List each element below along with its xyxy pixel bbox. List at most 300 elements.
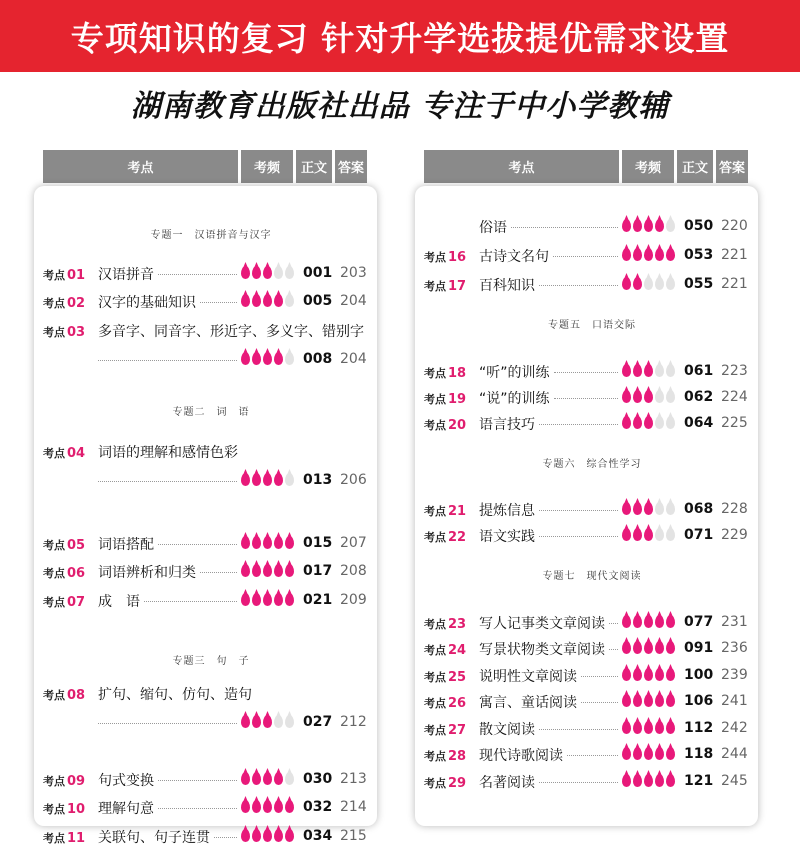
drop-icon-filled (252, 800, 261, 813)
dot-leader (539, 285, 618, 286)
top-banner (0, 0, 800, 72)
text-page-number: 064 (684, 415, 714, 431)
drop-icon-filled (633, 694, 642, 707)
topic-label (43, 537, 85, 553)
drop-icon-filled (285, 800, 294, 813)
answer-page-number: 239 (721, 667, 748, 683)
drop-icon-filled (241, 266, 250, 279)
frequency-rating (622, 219, 675, 235)
text-page-number: 068 (684, 501, 714, 517)
drop-icon-filled (655, 248, 664, 261)
section-heading: 专题一 汉语拼音与汉字 (150, 230, 272, 241)
drop-icon-filled (241, 593, 250, 606)
dot-leader (553, 256, 618, 257)
topic-label (424, 391, 466, 407)
answer-page-number: 203 (340, 265, 367, 281)
frequency-rating (622, 248, 675, 264)
frequency-rating (622, 528, 675, 544)
drop-icon-filled (633, 774, 642, 787)
topic-label (424, 503, 466, 519)
text-page-number: 121 (684, 773, 714, 789)
dot-leader (511, 227, 618, 228)
text-page-number: 013 (303, 472, 333, 488)
drop-icon-filled (252, 294, 261, 307)
contents-row[interactable] (424, 272, 760, 298)
contents-row[interactable] (424, 610, 760, 636)
dot-leader (609, 623, 618, 624)
text-page-number: 077 (684, 614, 714, 630)
contents-row-continuation (43, 710, 379, 736)
drop-icon-empty (666, 364, 675, 377)
contents-row[interactable] (424, 769, 760, 795)
frequency-rating (622, 615, 675, 631)
topic-name: “说”的训练 (479, 391, 550, 407)
answer-page-number: 241 (721, 693, 748, 709)
drop-icon-filled (655, 219, 664, 232)
drop-icon-empty (666, 502, 675, 515)
topic-name: 成 语 (98, 594, 140, 610)
contents-row[interactable] (43, 681, 379, 707)
frequency-rating (241, 829, 294, 845)
topic-label-text: 考点 (424, 367, 446, 380)
topic-number: 01 (67, 268, 86, 283)
contents-row-continuation (43, 468, 379, 494)
drop-icon-filled (644, 694, 653, 707)
drop-icon-filled (666, 668, 675, 681)
topic-label (43, 773, 85, 789)
text-page-number: 112 (684, 720, 714, 736)
dot-leader (98, 723, 237, 724)
topic-label-text: 考点 (43, 803, 65, 816)
contents-row[interactable] (424, 663, 760, 689)
answer-page-number: 213 (340, 771, 367, 787)
drop-icon-filled (644, 364, 653, 377)
drop-icon-filled (622, 721, 631, 734)
topic-label-text: 考点 (424, 697, 446, 710)
topic-label (43, 594, 85, 610)
answer-page-number: 209 (340, 592, 367, 608)
contents-row[interactable] (424, 689, 760, 715)
drop-icon-filled (263, 772, 272, 785)
contents-row[interactable] (43, 318, 379, 344)
drop-icon-filled (263, 829, 272, 842)
frequency-rating (241, 294, 294, 310)
frequency-rating (241, 536, 294, 552)
answer-page-number: 221 (721, 247, 748, 263)
header-frequency: 考频 (622, 150, 674, 183)
drop-icon-filled (252, 715, 261, 728)
answer-page-number: 204 (340, 351, 367, 367)
drop-icon-empty (285, 715, 294, 728)
drop-icon-filled (241, 829, 250, 842)
section-heading: 专题七 现代文阅读 (542, 571, 642, 582)
drop-icon-empty (274, 266, 283, 279)
contents-row[interactable] (43, 824, 379, 850)
answer-page-number: 204 (340, 293, 367, 309)
answer-page-number: 215 (340, 828, 367, 844)
drop-icon-filled (285, 593, 294, 606)
contents-row[interactable] (424, 636, 760, 662)
drop-icon-filled (622, 641, 631, 654)
drop-icon-empty (655, 277, 664, 290)
drop-icon-empty (655, 502, 664, 515)
topic-number: 28 (448, 749, 467, 764)
contents-row[interactable] (424, 742, 760, 768)
frequency-rating (241, 800, 294, 816)
text-page-number: 017 (303, 563, 333, 579)
text-page-number: 071 (684, 527, 714, 543)
drop-icon-filled (644, 502, 653, 515)
header-text-page: 正文 (296, 150, 332, 183)
drop-icon-filled (263, 352, 272, 365)
drop-icon-empty (666, 277, 675, 290)
topic-name: 写人记事类文章阅读 (479, 616, 605, 632)
topic-name: 句式变换 (98, 773, 154, 789)
header-answer-page: 答案 (716, 150, 748, 183)
topic-number: 03 (67, 325, 86, 340)
dot-leader (214, 837, 237, 838)
drop-icon-filled (622, 502, 631, 515)
drop-icon-empty (285, 266, 294, 279)
answer-page-number: 224 (721, 389, 748, 405)
dot-leader (539, 424, 618, 425)
contents-row[interactable] (424, 214, 760, 240)
dot-leader (158, 544, 237, 545)
contents-row[interactable] (424, 523, 760, 549)
topic-label-text: 考点 (424, 251, 446, 264)
topic-number: 05 (67, 538, 86, 553)
contents-row[interactable] (43, 588, 379, 614)
drop-icon-filled (241, 473, 250, 486)
topic-number: 02 (67, 296, 86, 311)
topic-name: 写景状物类文章阅读 (479, 642, 605, 658)
topic-label (424, 695, 466, 711)
contents-row[interactable] (43, 559, 379, 585)
topic-label-text: 考点 (424, 777, 446, 790)
drop-icon-empty (274, 715, 283, 728)
topic-number: 06 (67, 566, 86, 581)
answer-page-number: 244 (721, 746, 748, 762)
topic-number: 23 (448, 617, 467, 632)
topic-name: 散文阅读 (479, 722, 535, 738)
topic-label (424, 249, 466, 265)
drop-icon-filled (666, 641, 675, 654)
drop-icon-filled (633, 416, 642, 429)
drop-icon-filled (644, 615, 653, 628)
drop-icon-filled (622, 615, 631, 628)
drop-icon-filled (644, 528, 653, 541)
contents-row[interactable] (43, 767, 379, 793)
topic-label (43, 565, 85, 581)
answer-page-number: 228 (721, 501, 748, 517)
topic-label-text: 考点 (424, 419, 446, 432)
contents-row[interactable] (43, 439, 379, 465)
topic-name: 扩句、缩句、仿句、造句 (98, 687, 252, 703)
dot-leader (567, 755, 618, 756)
topic-name: 语言技巧 (479, 417, 535, 433)
topic-label (43, 830, 85, 846)
drop-icon-filled (655, 774, 664, 787)
drop-icon-filled (666, 248, 675, 261)
drop-icon-empty (285, 294, 294, 307)
drop-icon-filled (241, 564, 250, 577)
drop-icon-filled (241, 772, 250, 785)
topic-name: 词语辨析和归类 (98, 565, 196, 581)
topic-label-text: 考点 (424, 644, 446, 657)
text-page-number: 001 (303, 265, 333, 281)
dot-leader (581, 676, 618, 677)
topic-number: 11 (67, 831, 86, 846)
contents-row[interactable] (43, 531, 379, 557)
dot-leader (554, 398, 618, 399)
frequency-rating (241, 352, 294, 368)
drop-icon-empty (285, 352, 294, 365)
frequency-rating (622, 747, 675, 763)
dot-leader (609, 649, 618, 650)
header-text-page: 正文 (677, 150, 713, 183)
frequency-rating (622, 416, 675, 432)
frequency-rating (622, 277, 675, 293)
frequency-rating (622, 502, 675, 518)
topic-label-text: 考点 (424, 671, 446, 684)
topic-name: 汉字的基础知识 (98, 295, 196, 311)
topic-number: 19 (448, 392, 467, 407)
drop-icon-filled (622, 277, 631, 290)
topic-label (424, 748, 466, 764)
drop-icon-filled (633, 615, 642, 628)
drop-icon-empty (655, 364, 664, 377)
topic-name: 古诗文名句 (479, 249, 549, 265)
topic-number: 26 (448, 696, 467, 711)
topic-label-text: 考点 (43, 775, 65, 788)
topic-label (424, 529, 466, 545)
drop-icon-filled (622, 416, 631, 429)
answer-page-number: 206 (340, 472, 367, 488)
dot-leader (200, 302, 237, 303)
text-page-number: 118 (684, 746, 714, 762)
answer-page-number: 225 (721, 415, 748, 431)
topic-number: 07 (67, 595, 86, 610)
topic-label (43, 295, 85, 311)
dot-leader (158, 780, 237, 781)
drop-icon-filled (644, 641, 653, 654)
drop-icon-filled (633, 502, 642, 515)
drop-icon-filled (655, 694, 664, 707)
topic-number: 09 (67, 774, 86, 789)
drop-icon-filled (263, 266, 272, 279)
section-heading: 专题五 口语交际 (548, 320, 636, 331)
topic-label-text: 考点 (43, 832, 65, 845)
drop-icon-filled (666, 615, 675, 628)
drop-icon-filled (655, 641, 664, 654)
section-heading: 专题三 句 子 (172, 656, 250, 667)
contents-row[interactable] (43, 795, 379, 821)
drop-icon-filled (644, 774, 653, 787)
topic-label-text: 考点 (43, 596, 65, 609)
drop-icon-filled (622, 774, 631, 787)
drop-icon-filled (633, 747, 642, 760)
topic-name: 多音字、同音字、形近字、多义字、错别字 (98, 324, 364, 340)
answer-page-number: 214 (340, 799, 367, 815)
dot-leader (158, 808, 237, 809)
publisher-subtitle: 湖南教育出版社出品 专注于中小学教辅 (130, 89, 670, 124)
answer-page-number: 208 (340, 563, 367, 579)
drop-icon-filled (622, 694, 631, 707)
dot-leader (539, 729, 618, 730)
header-topic: 考点 (424, 150, 619, 183)
topic-name: 语文实践 (479, 529, 535, 545)
contents-row-continuation (43, 347, 379, 373)
drop-icon-filled (622, 668, 631, 681)
answer-page-number: 207 (340, 535, 367, 551)
frequency-rating (622, 774, 675, 790)
text-page-number: 032 (303, 799, 333, 815)
frequency-rating (622, 721, 675, 737)
frequency-rating (622, 641, 675, 657)
drop-icon-filled (263, 715, 272, 728)
drop-icon-filled (622, 364, 631, 377)
section-heading: 专题六 综合性学习 (542, 459, 642, 470)
drop-icon-filled (285, 536, 294, 549)
contents-row[interactable] (424, 497, 760, 523)
topic-name: 说明性文章阅读 (479, 669, 577, 685)
dot-leader (554, 372, 618, 373)
frequency-rating (241, 564, 294, 580)
topic-label (424, 775, 466, 791)
drop-icon-filled (252, 772, 261, 785)
banner-text: 专项知识的复习 针对升学选拔提优需求设置 (70, 18, 730, 58)
drop-icon-filled (274, 564, 283, 577)
answer-page-number: 231 (721, 614, 748, 630)
dot-leader (581, 702, 618, 703)
drop-icon-filled (622, 390, 631, 403)
drop-icon-empty (655, 390, 664, 403)
drop-icon-filled (633, 248, 642, 261)
drop-icon-filled (241, 294, 250, 307)
contents-row[interactable] (424, 411, 760, 437)
topic-label-text: 考点 (424, 505, 446, 518)
topic-name: 汉语拼音 (98, 267, 154, 283)
topic-name: 词语的理解和感情色彩 (98, 445, 238, 461)
topic-name: 提炼信息 (479, 503, 535, 519)
drop-icon-filled (274, 352, 283, 365)
topic-label-text: 考点 (424, 750, 446, 763)
topic-label (43, 324, 85, 340)
contents-row[interactable] (424, 243, 760, 269)
text-page-number: 061 (684, 363, 714, 379)
drop-icon-filled (666, 694, 675, 707)
topic-label-text: 考点 (43, 689, 65, 702)
section-heading: 专题二 词 语 (172, 407, 250, 418)
drop-icon-filled (666, 774, 675, 787)
topic-label-text: 考点 (424, 618, 446, 631)
drop-icon-filled (241, 800, 250, 813)
drop-icon-filled (622, 528, 631, 541)
topic-label (43, 801, 85, 817)
drop-icon-filled (263, 536, 272, 549)
text-page-number: 091 (684, 640, 714, 656)
topic-label-text: 考点 (43, 326, 65, 339)
text-page-number: 021 (303, 592, 333, 608)
drop-icon-filled (274, 800, 283, 813)
contents-row[interactable] (43, 289, 379, 315)
topic-number: 16 (448, 250, 467, 265)
drop-icon-filled (655, 747, 664, 760)
topic-label-text: 考点 (424, 393, 446, 406)
drop-icon-empty (285, 473, 294, 486)
topic-name: “听”的训练 (479, 365, 550, 381)
topic-name: 寓言、童话阅读 (479, 695, 577, 711)
text-page-number: 008 (303, 351, 333, 367)
drop-icon-empty (666, 416, 675, 429)
drop-icon-filled (285, 564, 294, 577)
drop-icon-filled (263, 800, 272, 813)
topic-label (43, 687, 85, 703)
contents-row[interactable] (43, 261, 379, 287)
answer-page-number: 221 (721, 276, 748, 292)
drop-icon-filled (655, 721, 664, 734)
drop-icon-empty (644, 277, 653, 290)
drop-icon-empty (666, 528, 675, 541)
drop-icon-filled (655, 668, 664, 681)
header-topic: 考点 (43, 150, 238, 183)
dot-leader (539, 510, 618, 511)
frequency-rating (241, 772, 294, 788)
topic-number: 04 (67, 446, 86, 461)
contents-row[interactable] (424, 385, 760, 411)
drop-icon-filled (274, 536, 283, 549)
text-page-number: 030 (303, 771, 333, 787)
drop-icon-filled (622, 248, 631, 261)
drop-icon-empty (285, 772, 294, 785)
text-page-number: 034 (303, 828, 333, 844)
contents-row[interactable] (424, 359, 760, 385)
topic-label-text: 考点 (43, 447, 65, 460)
topic-number: 25 (448, 670, 467, 685)
topic-number: 21 (448, 504, 467, 519)
answer-page-number: 245 (721, 773, 748, 789)
topic-number: 08 (67, 688, 86, 703)
frequency-rating (241, 473, 294, 489)
drop-icon-filled (252, 829, 261, 842)
frequency-rating (622, 364, 675, 380)
answer-page-number: 212 (340, 714, 367, 730)
text-page-number: 100 (684, 667, 714, 683)
drop-icon-filled (274, 593, 283, 606)
drop-icon-filled (241, 715, 250, 728)
drop-icon-filled (252, 593, 261, 606)
drop-icon-filled (622, 219, 631, 232)
topic-label (424, 417, 466, 433)
drop-icon-filled (644, 416, 653, 429)
drop-icon-empty (666, 390, 675, 403)
topic-label-text: 考点 (43, 269, 65, 282)
contents-row[interactable] (424, 716, 760, 742)
topic-name: 百科知识 (479, 278, 535, 294)
text-page-number: 106 (684, 693, 714, 709)
drop-icon-filled (633, 390, 642, 403)
drop-icon-filled (285, 829, 294, 842)
text-page-number: 015 (303, 535, 333, 551)
frequency-rating (241, 715, 294, 731)
text-page-number: 053 (684, 247, 714, 263)
topic-label (43, 445, 85, 461)
topic-number: 27 (448, 723, 467, 738)
drop-icon-filled (666, 747, 675, 760)
topic-number: 17 (448, 279, 467, 294)
topic-label-text: 考点 (43, 297, 65, 310)
drop-icon-filled (263, 294, 272, 307)
